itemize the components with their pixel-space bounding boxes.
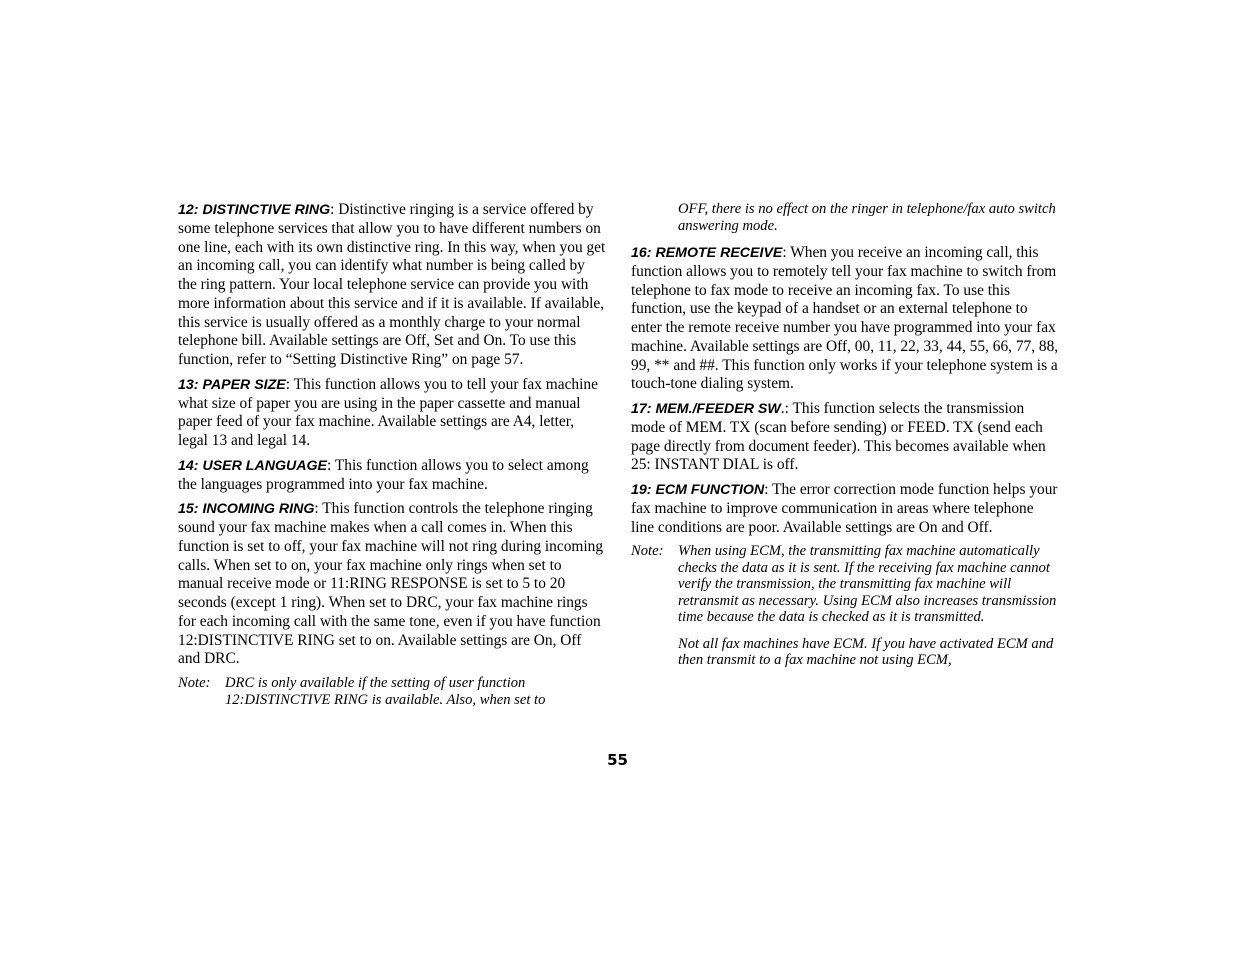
section-19-ecm-function [631, 481, 1059, 537]
section-15-incoming-ring [178, 500, 606, 669]
section-heading: 13: PAPER SIZE [178, 376, 286, 393]
page-number: 55 [607, 751, 628, 769]
section-text: : This function allows you to tell your fax machine what size of paper you are using in the paper cassette and manual paper feed of your fax machine. Available settings are A4, letter, legal 13 and legal 14. [178, 375, 598, 449]
section-text: : When you receive an incoming call, this function allows you to remotely tell your fax machine to switch from telephone to fax mode to receive an incoming fax. To use this function, use the keypad of a handset or an external telephone to enter the remote receive number you have programmed into your fax machine. Available settings are Off, 00, 11, 22, 33, 44, 55, 66, 77, 88, 99, ** and ##. This function only works if your telephone system is a touch-tone dialing system. [631, 244, 1059, 393]
section-heading: 12: DISTINCTIVE RING [178, 202, 331, 218]
section-12-distinctive-ring [178, 201, 606, 370]
section-heading: 16: REMOTE RECEIVE [631, 245, 783, 261]
section-text: : Distinctive ringing is a service offered by some telephone services that allow you to have different numbers on one line, each with its own distinctive ring. In this way, when you get an incoming call, you can identify what number is being called by the ring pattern. Your local telephone service can provide you with more information about this service and if it is available. If available, this service is usually offered as a monthly charge to your normal telephone bill. Available settings are Off, Set and On. To use this function, refer to “Setting Distinctive Ring” on page 57. [178, 201, 606, 368]
section-14-user-language [178, 457, 606, 495]
section-heading: 19: ECM FUNCTION [631, 482, 765, 498]
note-drc-continued: OFF, there is no effect on the ringer in telephone/fax auto switch answering mode. [678, 201, 1056, 234]
section-13-paper-size [178, 376, 606, 451]
note-text: DRC is only available if the setting of user function 12:DISTINCTIVE RING is available. Also, when set to [225, 675, 546, 708]
section-text: : This function controls the telephone ringing sound your fax machine makes when a call comes in. When this function is set to off, your fax machine will not ring during incoming calls. When set to on, your fax machine only rings when set to manual receive mode or 11:RING RESPONSE is set to 5 to 20 seconds (except 1 ring). When set to DRC, your fax machine rings for each incoming call with the same tone, even if you have function 12:DISTINCTIVE RING set to on. Available settings are On, Off and DRC. [178, 500, 604, 668]
section-text: : This function allows you to select among the languages programmed into your fax machine. [178, 456, 589, 493]
note-ecm [631, 543, 1059, 626]
note-drc [178, 675, 606, 708]
note-text: When using ECM, the transmitting fax machine automatically checks the data as it is sent. If the receiving fax machine cannot verify the transmission, the transmitting fax machine will retransmit as necessary. Using ECM also increases transmission time because the data is checked as it is transmitted. [678, 543, 1057, 626]
section-16-remote-receive [631, 244, 1059, 394]
section-heading: 14: USER LANGUAGE [178, 457, 327, 474]
section-17-mem-feeder-sw [631, 400, 1059, 475]
section-heading: 15: INCOMING RING [178, 501, 315, 518]
note-label: Note: [178, 675, 211, 691]
section-text: : The error correction mode function helps your fax machine to improve communication in areas where telephone line conditions are poor. Available settings are On and Off. [631, 481, 1058, 536]
section-text: .: This function selects the transmission mode of MEM. TX (scan before sending) or FEED. TX (send each page directly from document feeder). This becomes available when 25: INSTANT DIAL is off. [631, 400, 1046, 474]
right-column [631, 201, 1059, 679]
note-label: Note: [631, 543, 664, 560]
section-heading: 17: MEM./FEEDER SW [631, 401, 781, 417]
note-ecm-continued: Not all fax machines have ECM. If you have activated ECM and then transmit to a fax machine not using ECM, [678, 635, 1054, 669]
left-column [178, 201, 606, 718]
